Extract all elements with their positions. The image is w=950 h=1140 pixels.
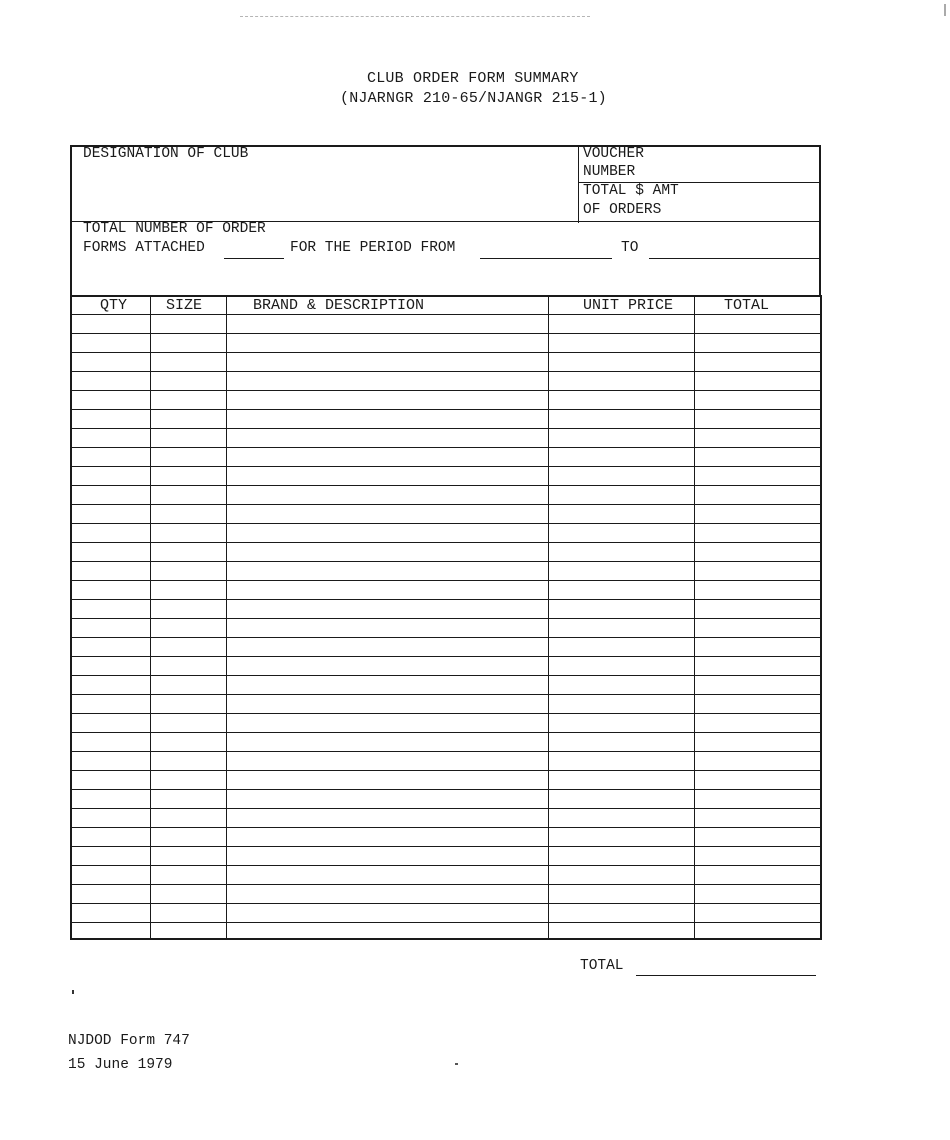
table-cell[interactable] [152, 392, 224, 408]
table-cell[interactable] [152, 715, 224, 731]
table-cell[interactable] [72, 544, 148, 560]
table-cell[interactable] [696, 677, 818, 693]
table-row-divider [70, 732, 820, 733]
table-cell[interactable] [550, 867, 692, 883]
column-header-qty: QTY [100, 297, 128, 314]
total-amt-label-line2: OF ORDERS [583, 202, 662, 218]
table-cell[interactable] [152, 601, 224, 617]
table-row-divider [70, 618, 820, 619]
table-cell[interactable] [152, 468, 224, 484]
table-row-divider [70, 751, 820, 752]
table-cell[interactable] [152, 430, 224, 446]
table-cell[interactable] [228, 848, 546, 864]
table-cell[interactable] [152, 696, 224, 712]
table-cell[interactable] [696, 620, 818, 636]
table-cell[interactable] [152, 848, 224, 864]
table-cell[interactable] [72, 335, 148, 351]
table-cell[interactable] [72, 582, 148, 598]
table-cell[interactable] [72, 563, 148, 579]
grand-total-field[interactable] [636, 975, 816, 976]
table-cell[interactable] [152, 506, 224, 522]
table-row-divider [70, 903, 820, 904]
table-cell[interactable] [550, 905, 692, 921]
table-cell[interactable] [72, 354, 148, 370]
column-header-unit-price: UNIT PRICE [583, 297, 674, 314]
table-cell[interactable] [550, 582, 692, 598]
table-cell[interactable] [696, 753, 818, 769]
table-cell[interactable] [696, 335, 818, 351]
column-header-brand-description: BRAND & DESCRIPTION [253, 297, 425, 314]
table-row-divider [70, 466, 820, 467]
table-cell[interactable] [72, 886, 148, 902]
table-cell[interactable] [228, 335, 546, 351]
table-cell[interactable] [696, 696, 818, 712]
table-cell[interactable] [72, 810, 148, 826]
table-cell[interactable] [72, 696, 148, 712]
table-cell[interactable] [228, 829, 546, 845]
table-cell[interactable] [152, 886, 224, 902]
table-row-divider [70, 485, 820, 486]
form-title: CLUB ORDER FORM SUMMARY [367, 70, 579, 87]
table-cell[interactable] [696, 734, 818, 750]
table-cell[interactable] [550, 886, 692, 902]
table-cell[interactable] [550, 639, 692, 655]
designation-field[interactable] [72, 165, 576, 220]
table-cell[interactable] [550, 411, 692, 427]
forms-attached-field[interactable] [224, 258, 284, 259]
table-cell[interactable] [550, 468, 692, 484]
table-cell[interactable] [550, 430, 692, 446]
table-cell[interactable] [550, 791, 692, 807]
total-amt-label-line1: TOTAL $ AMT [583, 183, 679, 199]
total-amt-field[interactable] [690, 185, 816, 219]
table-cell[interactable] [696, 601, 818, 617]
table-row-divider [70, 428, 820, 429]
table-cell[interactable] [152, 487, 224, 503]
table-cell[interactable] [152, 582, 224, 598]
table-cell[interactable] [228, 791, 546, 807]
voucher-label-line2: NUMBER [583, 164, 636, 180]
table-cell[interactable] [72, 791, 148, 807]
table-cell[interactable] [228, 696, 546, 712]
table-cell[interactable] [550, 810, 692, 826]
table-row-divider [70, 922, 820, 923]
table-cell[interactable] [72, 772, 148, 788]
table-cell[interactable] [696, 392, 818, 408]
table-cell[interactable] [550, 449, 692, 465]
table-row-divider [70, 542, 820, 543]
table-cell[interactable] [550, 487, 692, 503]
table-cell[interactable] [228, 772, 546, 788]
form-date: 15 June 1979 [68, 1057, 173, 1073]
grand-total-label: TOTAL [580, 958, 624, 974]
table-cell[interactable] [228, 506, 546, 522]
table-cell[interactable] [550, 620, 692, 636]
table-cell[interactable] [550, 829, 692, 845]
table-cell[interactable] [152, 867, 224, 883]
table-row-divider [70, 789, 820, 790]
table-cell[interactable] [152, 810, 224, 826]
table-cell[interactable] [228, 411, 546, 427]
table-row-divider [70, 523, 820, 524]
table-cell[interactable] [228, 316, 546, 332]
scan-speck [72, 990, 74, 994]
table-cell[interactable] [72, 848, 148, 864]
table-cell[interactable] [696, 886, 818, 902]
table-cell[interactable] [696, 867, 818, 883]
table-cell[interactable] [228, 867, 546, 883]
table-cell[interactable] [228, 525, 546, 541]
table-cell[interactable] [696, 829, 818, 845]
table-row-divider [70, 333, 820, 334]
table-cell[interactable] [228, 715, 546, 731]
table-cell[interactable] [696, 316, 818, 332]
period-to-label: TO [621, 240, 639, 256]
table-cell[interactable] [152, 639, 224, 655]
table-cell[interactable] [696, 848, 818, 864]
period-from-label: FOR THE PERIOD FROM [290, 240, 456, 256]
table-row-divider [70, 561, 820, 562]
table-cell[interactable] [72, 316, 148, 332]
table-cell[interactable] [696, 430, 818, 446]
table-cell[interactable] [696, 411, 818, 427]
table-cell[interactable] [72, 753, 148, 769]
table-cell[interactable] [72, 620, 148, 636]
table-row-divider [70, 371, 820, 372]
table-cell[interactable] [696, 582, 818, 598]
table-cell[interactable] [72, 373, 148, 389]
scan-artifact-top [240, 16, 590, 18]
table-cell[interactable] [72, 392, 148, 408]
table-cell[interactable] [550, 848, 692, 864]
table-cell[interactable] [696, 905, 818, 921]
table-cell[interactable] [152, 791, 224, 807]
table-cell[interactable] [152, 525, 224, 541]
table-cell[interactable] [152, 753, 224, 769]
table-row-divider [70, 675, 820, 676]
table-cell[interactable] [152, 658, 224, 674]
table-cell[interactable] [228, 810, 546, 826]
table-cell[interactable] [228, 905, 546, 921]
table-cell[interactable] [228, 449, 546, 465]
table-cell[interactable] [550, 506, 692, 522]
table-row-divider [70, 770, 820, 771]
table-cell[interactable] [696, 810, 818, 826]
table-cell[interactable] [228, 753, 546, 769]
table-row-divider [70, 599, 820, 600]
scan-speck [944, 4, 946, 16]
table-cell[interactable] [228, 582, 546, 598]
table-cell[interactable] [72, 487, 148, 503]
table-row-divider [70, 580, 820, 581]
table-row-divider [70, 713, 820, 714]
table-cell[interactable] [72, 639, 148, 655]
table-cell[interactable] [228, 430, 546, 446]
table-row-divider [70, 846, 820, 847]
table-row-divider [70, 447, 820, 448]
table-cell[interactable] [550, 677, 692, 693]
table-cell[interactable] [152, 829, 224, 845]
table-cell[interactable] [696, 791, 818, 807]
table-cell[interactable] [152, 772, 224, 788]
table-cell[interactable] [228, 373, 546, 389]
table-cell[interactable] [550, 753, 692, 769]
table-cell[interactable] [228, 354, 546, 370]
table-cell[interactable] [228, 487, 546, 503]
table-cell[interactable] [152, 677, 224, 693]
table-cell[interactable] [550, 354, 692, 370]
table-cell[interactable] [152, 734, 224, 750]
table-row-divider [70, 409, 820, 410]
table-cell[interactable] [228, 544, 546, 560]
table-cell[interactable] [72, 525, 148, 541]
designation-label: DESIGNATION OF CLUB [83, 146, 249, 162]
table-row-divider [70, 637, 820, 638]
table-cell[interactable] [228, 734, 546, 750]
table-cell[interactable] [696, 354, 818, 370]
table-cell[interactable] [228, 468, 546, 484]
table-cell[interactable] [152, 905, 224, 921]
table-cell[interactable] [696, 639, 818, 655]
table-cell[interactable] [72, 658, 148, 674]
column-header-total: TOTAL [724, 297, 770, 314]
table-cell[interactable] [152, 563, 224, 579]
table-cell[interactable] [152, 335, 224, 351]
form-regulation: (NJARNGR 210-65/NJANGR 215-1) [340, 90, 607, 107]
table-cell[interactable] [696, 449, 818, 465]
table-cell[interactable] [550, 392, 692, 408]
table-row-divider [70, 390, 820, 391]
table-row-divider [70, 352, 820, 353]
table-cell[interactable] [72, 867, 148, 883]
table-row-divider [70, 504, 820, 505]
table-cell[interactable] [550, 544, 692, 560]
table-cell[interactable] [696, 544, 818, 560]
table-cell[interactable] [72, 449, 148, 465]
table-cell[interactable] [152, 620, 224, 636]
table-cell[interactable] [72, 734, 148, 750]
table-cell[interactable] [550, 525, 692, 541]
table-cell[interactable] [228, 658, 546, 674]
period-to-field[interactable] [649, 258, 819, 259]
table-cell[interactable] [696, 487, 818, 503]
table-cell[interactable] [696, 563, 818, 579]
table-cell[interactable] [550, 601, 692, 617]
table-row-divider [70, 865, 820, 866]
table-cell[interactable] [152, 373, 224, 389]
table-cell[interactable] [228, 886, 546, 902]
table-cell[interactable] [152, 544, 224, 560]
voucher-number-field[interactable] [680, 147, 816, 181]
table-cell[interactable] [550, 715, 692, 731]
table-cell[interactable] [696, 506, 818, 522]
table-cell[interactable] [152, 316, 224, 332]
form-number: NJDOD Form 747 [68, 1033, 190, 1049]
table-cell[interactable] [696, 468, 818, 484]
table-row-divider [70, 808, 820, 809]
table-row-divider [70, 694, 820, 695]
table-cell[interactable] [228, 677, 546, 693]
voucher-label-line1: VOUCHER [583, 146, 644, 162]
table-cell[interactable] [152, 449, 224, 465]
table-cell[interactable] [228, 620, 546, 636]
table-cell[interactable] [72, 677, 148, 693]
table-cell[interactable] [72, 411, 148, 427]
table-cell[interactable] [550, 316, 692, 332]
table-cell[interactable] [228, 392, 546, 408]
table-cell[interactable] [550, 658, 692, 674]
table-cell[interactable] [550, 335, 692, 351]
table-cell[interactable] [550, 563, 692, 579]
scan-speck [455, 1063, 458, 1065]
table-cell[interactable] [152, 354, 224, 370]
table-cell[interactable] [550, 696, 692, 712]
table-row-divider [70, 656, 820, 657]
table-cell[interactable] [696, 525, 818, 541]
table-row-divider [70, 884, 820, 885]
total-forms-label-line2: FORMS ATTACHED [83, 240, 205, 256]
table-cell[interactable] [550, 734, 692, 750]
table-cell[interactable] [72, 715, 148, 731]
table-cell[interactable] [72, 430, 148, 446]
table-cell[interactable] [72, 468, 148, 484]
column-header-size: SIZE [166, 297, 203, 314]
period-from-field[interactable] [480, 258, 612, 259]
table-cell[interactable] [696, 715, 818, 731]
table-cell[interactable] [228, 601, 546, 617]
table-cell[interactable] [550, 772, 692, 788]
table-cell[interactable] [696, 373, 818, 389]
table-cell[interactable] [228, 563, 546, 579]
table-cell[interactable] [72, 905, 148, 921]
table-cell[interactable] [228, 639, 546, 655]
table-cell[interactable] [72, 601, 148, 617]
table-cell[interactable] [72, 506, 148, 522]
total-forms-label-line1: TOTAL NUMBER OF ORDER [83, 221, 266, 237]
table-cell[interactable] [550, 373, 692, 389]
table-cell[interactable] [152, 411, 224, 427]
table-row-divider [70, 827, 820, 828]
table-cell[interactable] [72, 829, 148, 845]
table-cell[interactable] [696, 658, 818, 674]
table-cell[interactable] [696, 772, 818, 788]
